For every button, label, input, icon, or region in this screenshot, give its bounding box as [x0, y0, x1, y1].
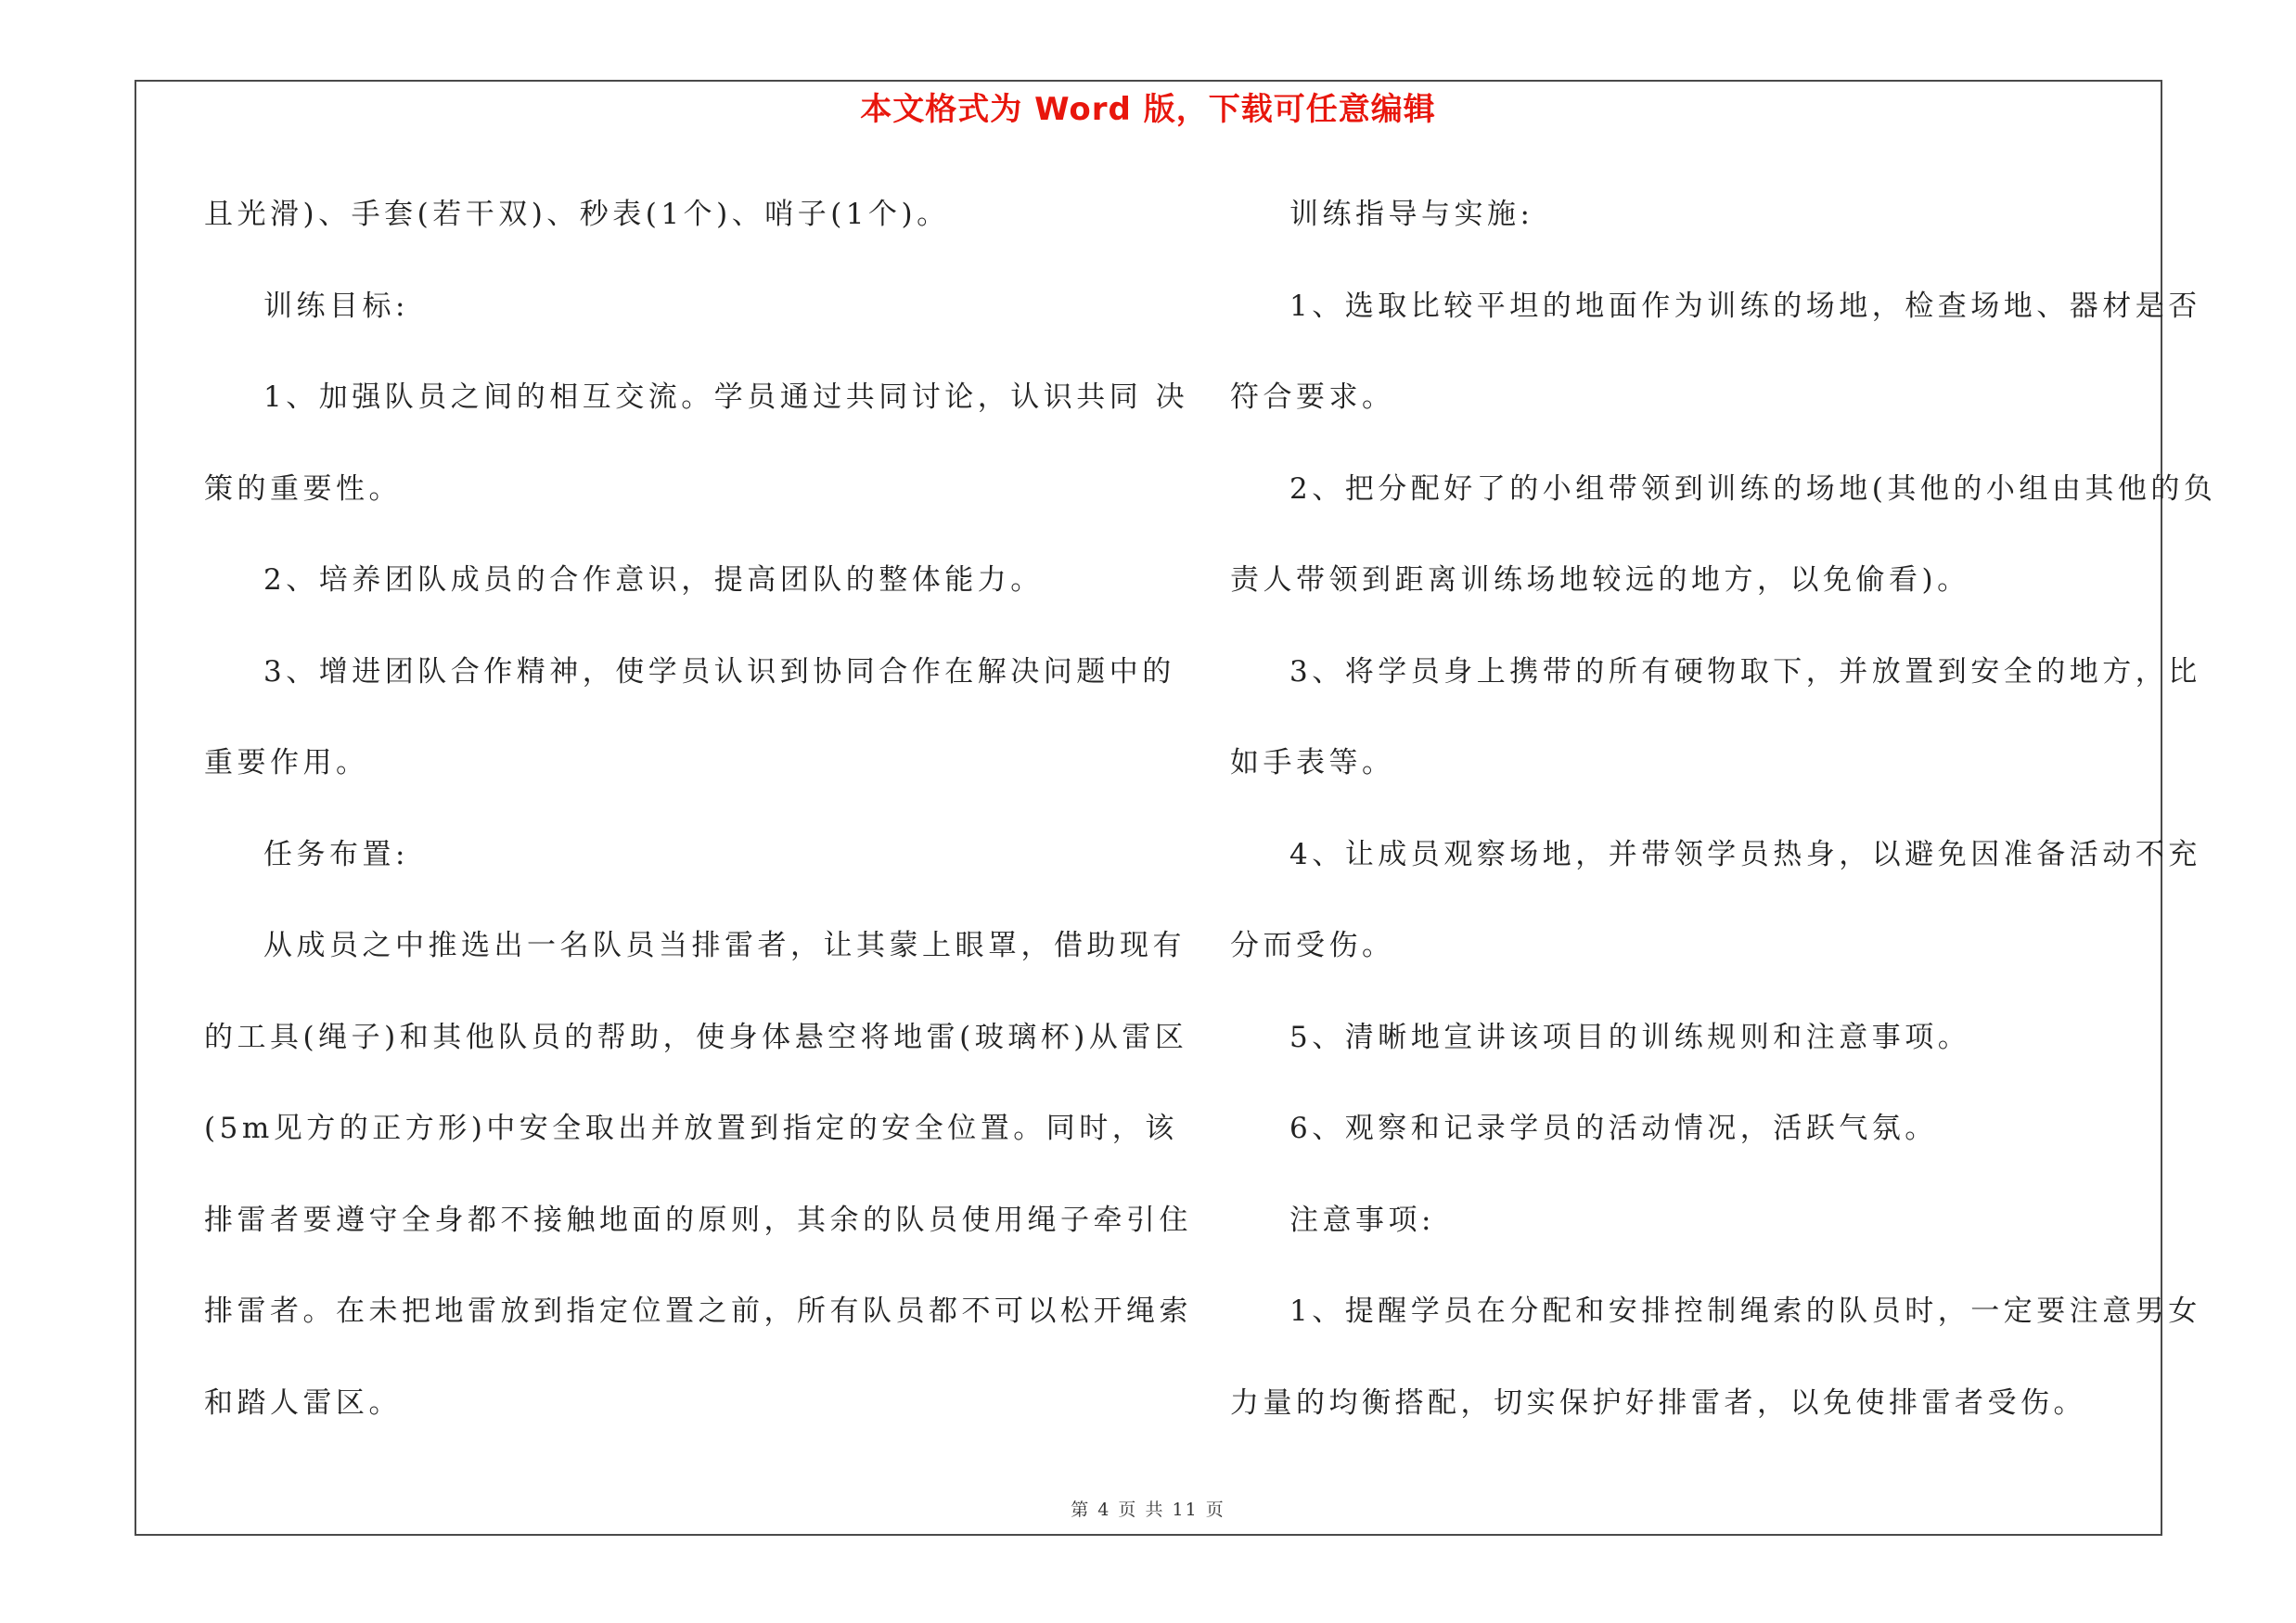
- text-line: 4、让成员观察场地，并带领学员热身，以避免因准备活动不充: [1289, 837, 2201, 871]
- format-banner: 本文格式为 Word 版，下载可任意编辑: [860, 91, 1436, 128]
- text-line: 排雷者。在未把地雷放到指定位置之前，所有队员都不可以松开绳索: [204, 1295, 1192, 1328]
- text-line: 从成员之中推选出一名队员当排雷者，让其蒙上眼罩，借助现有: [263, 929, 1186, 962]
- text-line: 分而受伤。: [1230, 929, 1395, 962]
- text-line: 重要作用。: [204, 746, 369, 779]
- text-line: 注意事项:: [1289, 1203, 1435, 1237]
- text-line: 3、增进团队合作精神，使学员认识到协同合作在解决问题中的: [263, 654, 1175, 689]
- footer-current-page: 4: [1097, 1500, 1111, 1520]
- text-line: 3、将学员身上携带的所有硬物取下，并放置到安全的地方，比: [1289, 654, 2201, 689]
- page-footer: [0, 1496, 2296, 1521]
- text-line: 和踏人雷区。: [204, 1385, 402, 1420]
- text-line: 策的重要性。: [204, 471, 402, 506]
- text-line: 1、提醒学员在分配和安排控制绳索的队员时，一定要注意男女: [1289, 1295, 2201, 1328]
- right-column: [1230, 183, 2217, 1462]
- text-line: 6、观察和记录学员的活动情况，活跃气氛。: [1289, 1112, 1938, 1145]
- text-line: 2、培养团队成员的合作意识，提高团队的整体能力。: [263, 563, 1044, 597]
- text-line: 的工具(绳子)和其他队员的帮助，使身体悬空将地雷(玻璃杯)从雷区: [204, 1020, 1188, 1054]
- text-line: 任务布置:: [263, 837, 409, 871]
- left-column: [204, 183, 1192, 1462]
- text-line: (5m见方的正方形)中安全取出并放置到指定的安全位置。同时，该: [204, 1112, 1178, 1145]
- footer-suffix: 页: [1205, 1500, 1225, 1520]
- text-line: 1、加强队员之间的相互交流。学员通过共同讨论，认识共同 决: [263, 380, 1189, 414]
- text-line: 1、选取比较平坦的地面作为训练的场地，检查场地、器材是否: [1289, 289, 2201, 323]
- text-line: 如手表等。: [1230, 746, 1395, 779]
- text-line: 符合要求。: [1230, 380, 1395, 414]
- text-line: 且光滑)、手套(若干双)、秒表(1个)、哨子(1个)。: [204, 198, 950, 231]
- text-line: 5、清晰地宣讲该项目的训练规则和注意事项。: [1289, 1020, 1971, 1054]
- footer-prefix: 第: [1071, 1500, 1091, 1520]
- text-line: 训练指导与实施:: [1289, 198, 1534, 231]
- footer-middle: 页 共: [1118, 1500, 1165, 1520]
- text-line: 排雷者要遵守全身都不接触地面的原则，其余的队员使用绳子牵引住: [204, 1203, 1192, 1237]
- footer-total-pages: 11: [1172, 1500, 1199, 1520]
- text-line: 力量的均衡搭配，切实保护好排雷者，以免使排雷者受伤。: [1230, 1385, 2086, 1420]
- text-line: 2、把分配好了的小组带领到训练的场地(其他的小组由其他的负: [1289, 471, 2217, 506]
- text-line: 责人带领到距离训练场地较远的地方，以免偷看)。: [1230, 563, 1970, 597]
- text-line: 训练目标:: [263, 289, 409, 323]
